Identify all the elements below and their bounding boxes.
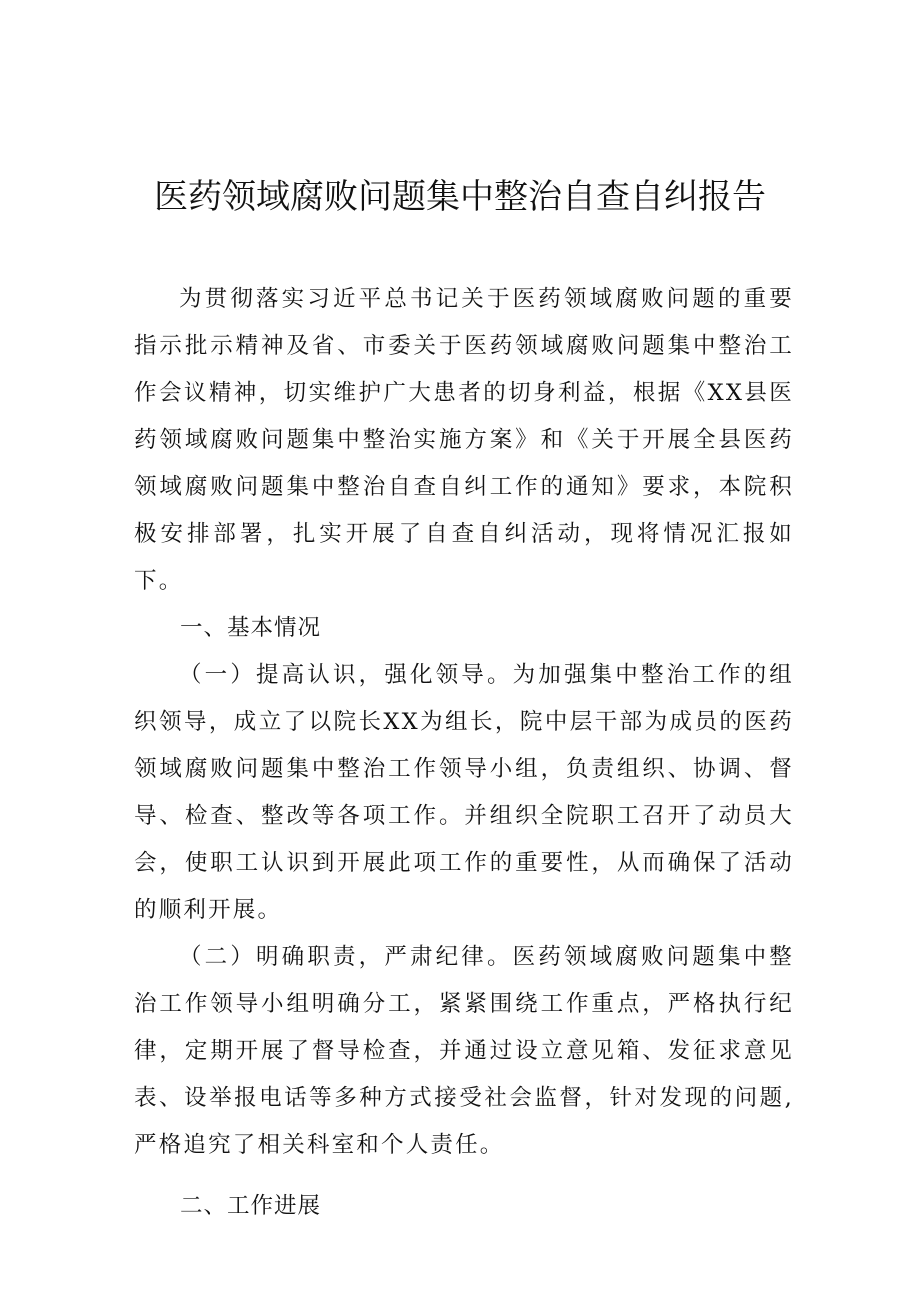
subsection-paragraph-1: （一）提高认识，强化领导。为加强集中整治工作的组织领导，成立了以院长XX为组长，院中层干部为成员的医药领域腐败问题集中整治工作领导小组，负责组织、协调、督导、检查、整改等各项工作。并组织全院职工召开了动员大会，使职工认识到开展此项工作的重要性，从而确保了活动的顺利开展。 xyxy=(134,662,794,923)
subsection-paragraph-2: （二）明确职责，严肃纪律。医药领域腐败问题集中整治工作领导小组明确分工，紧紧围绕工作重点，严格执行纪律，定期开展了督导检查，并通过设立意见箱、发征求意见表、设举报电话等多种方式接受社会监督，针对发现的问题,严格追究了相关科室和个人责任。 xyxy=(134,944,794,1158)
section-heading-basic-situation: 一、基本情况 xyxy=(180,615,322,641)
intro-paragraph: 为贯彻落实习近平总书记关于医药领域腐败问题的重要指示批示精神及省、市委关于医药领域腐败问题集中整治工作会议精神，切实维护广大患者的切身利益，根据《XX县医药领域腐败问题集中整治实施方案》和《关于开展全县医药领域腐败问题集中整治自查自纠工作的通知》要求，本院积极安排部署，扎实开展了自查自纠活动，现将情况汇报如下。 xyxy=(134,286,794,594)
document-body xyxy=(134,276,794,1230)
section-heading-work-progress: 二、工作进展 xyxy=(180,1193,322,1219)
document-title: 医药领域腐败问题集中整治自查自纠报告 xyxy=(154,177,766,217)
